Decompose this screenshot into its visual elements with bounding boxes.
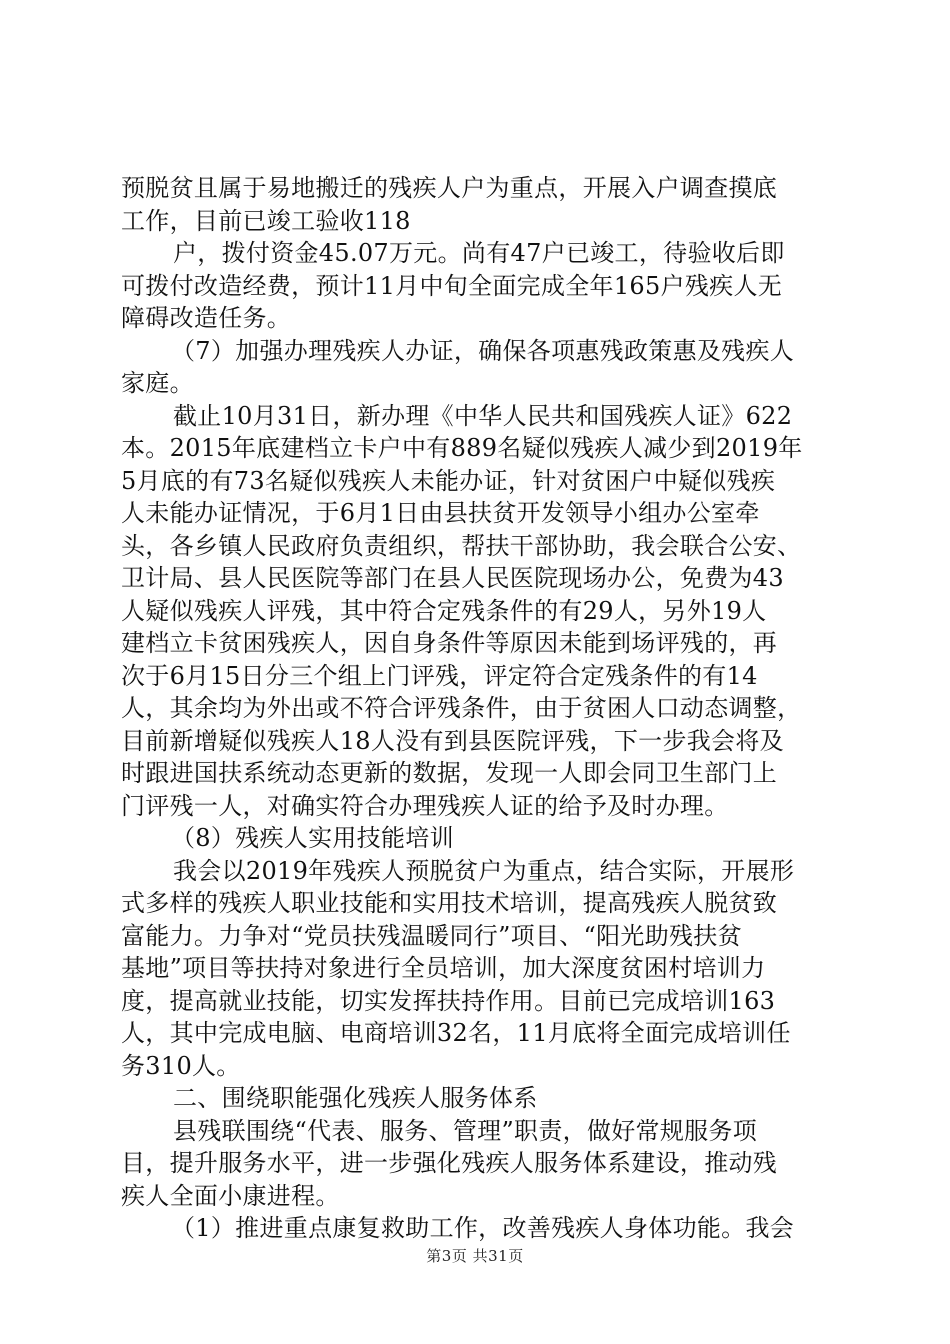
text-line: 疾人全面小康进程。 [121,1181,340,1210]
page-number-footer: 第3页 共31页 [426,1247,524,1265]
text-line: 5月底的有73名疑似残疾人未能办证，针对贫困户中疑似残疾 [121,466,776,495]
text-line: 人未能办证情况，于6月1日由县扶贫开发领导小组办公室牵 [121,499,760,527]
text-line: 时跟进国扶系统动态更新的数据，发现一人即会同卫生部门上 [121,759,778,787]
text-line: 目，提升服务水平，进一步强化残疾人服务体系建设，推动残 [121,1149,778,1177]
text-line: 县残联围绕“代表、服务、管理”职责，做好常规服务项 [173,1116,758,1145]
text-line: 户，拨付资金45.07万元。尚有47户已竣工，待验收后即 [173,239,785,267]
text-line: 头，各乡镇人民政府负责组织，帮扶干部协助，我会联合公安、 [121,531,802,560]
section-heading: （1）推进重点康复救助工作，改善残疾人身体功能。我会 [171,1214,795,1242]
text-line: 家庭。 [121,369,194,397]
text-line: 富能力。力争对“党员扶残温暖同行”项目、“阳光助残扶贫 [121,921,742,950]
text-line: 截止10月31日，新办理《中华人民共和国残疾人证》622 [173,401,793,430]
text-line: 门评残一人，对确实符合办理残疾人证的给予及时办理。 [121,791,729,820]
text-line: 次于6月15日分三个组上门评残，评定符合定残条件的有14 [121,661,758,690]
text-line: 人，其余均为外出或不符合评残条件，由于贫困人口动态调整， [121,694,802,722]
section-heading: 二、围绕职能强化残疾人服务体系 [173,1084,538,1112]
text-line: 卫计局、县人民医院等部门在县人民医院现场办公，免费为43 [121,564,784,592]
text-line: 式多样的残疾人职业技能和实用技术培训，提高残疾人脱贫致 [121,889,778,917]
text-line: 预脱贫且属于易地搬迁的残疾人户为重点，开展入户调查摸底 [121,174,778,202]
text-line: 建档立卡贫困残疾人，因自身条件等原因未能到场评残的，再 [121,629,778,657]
text-line: 人，其中完成电脑、电商培训32名，11月底将全面完成培训任 [121,1019,791,1047]
text-line: 工作，目前已竣工验收118 [121,206,411,235]
section-heading: （7）加强办理残疾人办证，确保各项惠残政策惠及残疾人 [171,336,795,365]
text-line: 障碍改造任务。 [121,304,292,332]
text-line: 本。2015年底建档立卡户中有889名疑似残疾人减少到2019年 [121,434,803,462]
text-line: 基地”项目等扶持对象进行全员培训，加大深度贫困村培训力 [121,954,766,982]
text-line: 人疑似残疾人评残，其中符合定残条件的有29人，另外19人 [121,596,767,625]
document-body [121,172,833,1245]
text-line: 务310人。 [121,1051,241,1080]
text-line: 度，提高就业技能，切实发挥扶持作用。目前已完成培训163 [121,986,776,1015]
text-line: 我会以2019年残疾人预脱贫户为重点，结合实际，开展形 [173,856,795,885]
section-heading: （8）残疾人实用技能培训 [171,824,454,852]
text-line: 可拨付改造经费，预计11月中旬全面完成全年165户残疾人无 [121,271,783,300]
text-line: 目前新增疑似残疾人18人没有到县医院评残，下一步我会将及 [121,726,784,755]
